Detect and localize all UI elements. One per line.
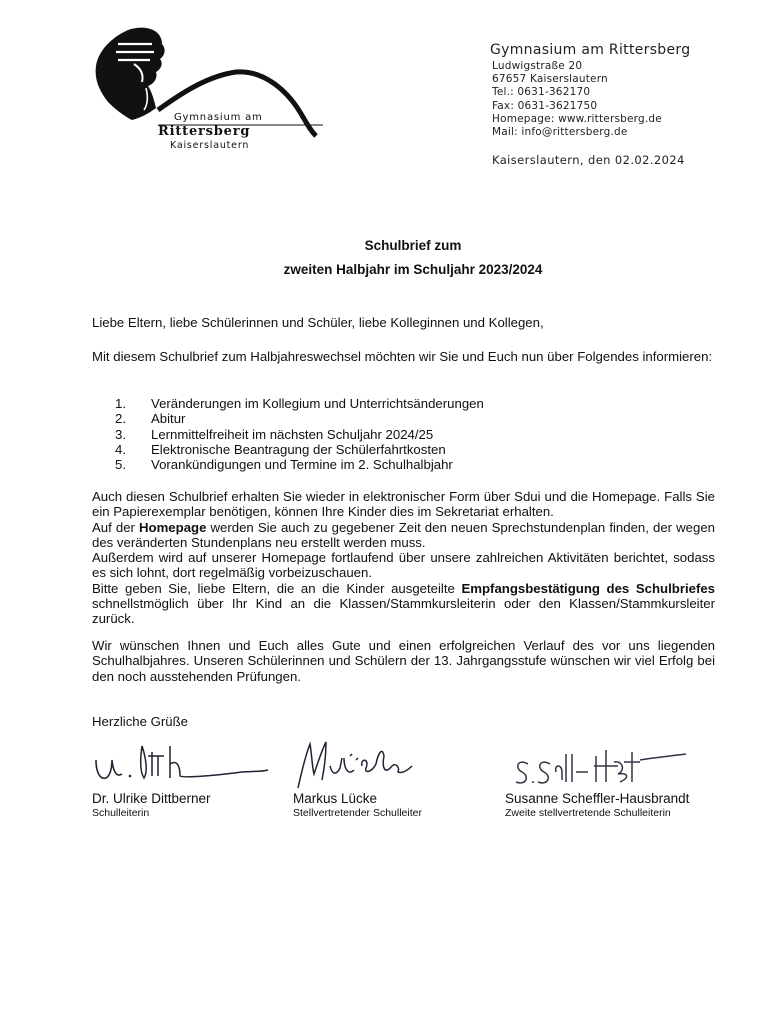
signatory-name: Susanne Scheffler-Hausbrandt [505, 791, 690, 806]
receipt-emphasis: Empfangsbestätigung des Schulbriefes [461, 580, 716, 596]
email: Mail: info@rittersberg.de [492, 126, 628, 139]
fax: Fax: 0631-3621750 [492, 99, 598, 112]
list-item: 5. Vorankündigungen und Termine im 2. Schulhalbjahr [115, 457, 453, 473]
signature-luecke [292, 736, 422, 796]
letter-date: Kaiserslautern, den 02.02.2024 [492, 153, 685, 167]
topic-list [115, 396, 484, 472]
homepage-emphasis: Homepage [139, 519, 207, 535]
homepage: Homepage: www.rittersberg.de [492, 112, 662, 125]
letter-title-line1: Schulbrief zum [364, 238, 462, 253]
wishes-paragraph: Wir wünschen Ihnen und Euch alles Gute und einen erfolgreichen Verlauf des vor uns liegenden Schulhalbjahres. Unseren Schülerinnen und Schülern der 13. Jahrgangsstufe wünschen wir viel Erfolg bei den noch ausstehenden Prüfungen. [92, 638, 715, 684]
city: 67657 Kaiserslautern [492, 73, 608, 86]
list-item: 1. Veränderungen im Kollegium und Unterrichtsänderungen [115, 396, 484, 411]
signature-dittberner [92, 742, 272, 796]
signatory-role: Schulleiterin [92, 807, 150, 819]
signatory-name: Dr. Ulrike Dittberner [92, 791, 211, 806]
knight-helmet-icon [88, 22, 323, 152]
intro-paragraph: Mit diesem Schulbrief zum Halbjahreswechsel möchten wir Sie und Euch nun über Folgendes informieren: [92, 349, 713, 364]
signatory-role: Stellvertretender Schulleiter [293, 807, 422, 819]
logo-line3: Kaiserslautern [170, 140, 250, 151]
signatory-role: Zweite stellvertretende Schulleiterin [505, 807, 671, 819]
school-logo [88, 22, 323, 152]
school-name: Gymnasium am Rittersberg [490, 42, 691, 58]
list-item: 2. Abitur [115, 411, 186, 427]
letter-title-line2: zweiten Halbjahr im Schuljahr 2023/2024 [283, 262, 543, 277]
logo-line1: Gymnasium am [174, 112, 263, 123]
address-block [492, 60, 662, 139]
street: Ludwigstraße 20 [492, 60, 583, 72]
salutation: Liebe Eltern, liebe Schülerinnen und Schüler, liebe Kolleginnen und Kollegen, [92, 315, 544, 330]
closing: Herzliche Grüße [92, 714, 189, 729]
signature-scheffler-hausbrandt [510, 742, 690, 796]
phone: Tel.: 0631-362170 [492, 86, 591, 99]
list-item: 3. Lernmittelfreiheit im nächsten Schuljahr 2024/25 [115, 426, 434, 442]
signatory-name: Markus Lücke [293, 791, 378, 806]
info-paragraph: Auch diesen Schulbrief erhalten Sie wieder in elektronischer Form über Sdui und die Homepage. Falls Sie ein Papierexemplar benötigen, können Ihre Kinder dies im Sekretariat erhalten. Auf der Homepage werden Sie auch zu gegebener Zeit den neuen Sprechstundenplan finden, der wegen des veränderten Stundenplans neu erstellt werden muss. Außerdem wird auf unserer Homepage fortlaufend über unsere zahlreichen Aktivitäten berichtet, sodass es sich lohnt, dort regelmäßig vorbeizuschauen. Bitte geben Sie, liebe Eltern, die an die Kinder ausgeteilte Empfangsbestätigung des Schulbriefes schnellstmöglich über Ihr Kind an die Klassen/Stammkursleiterin oder den Klassen/Stammkursleiter zurück. [92, 489, 716, 627]
logo-line2: Rittersberg [158, 124, 251, 139]
list-item: 4. Elektronische Beantragung der Schülerfahrtkosten [115, 441, 446, 457]
